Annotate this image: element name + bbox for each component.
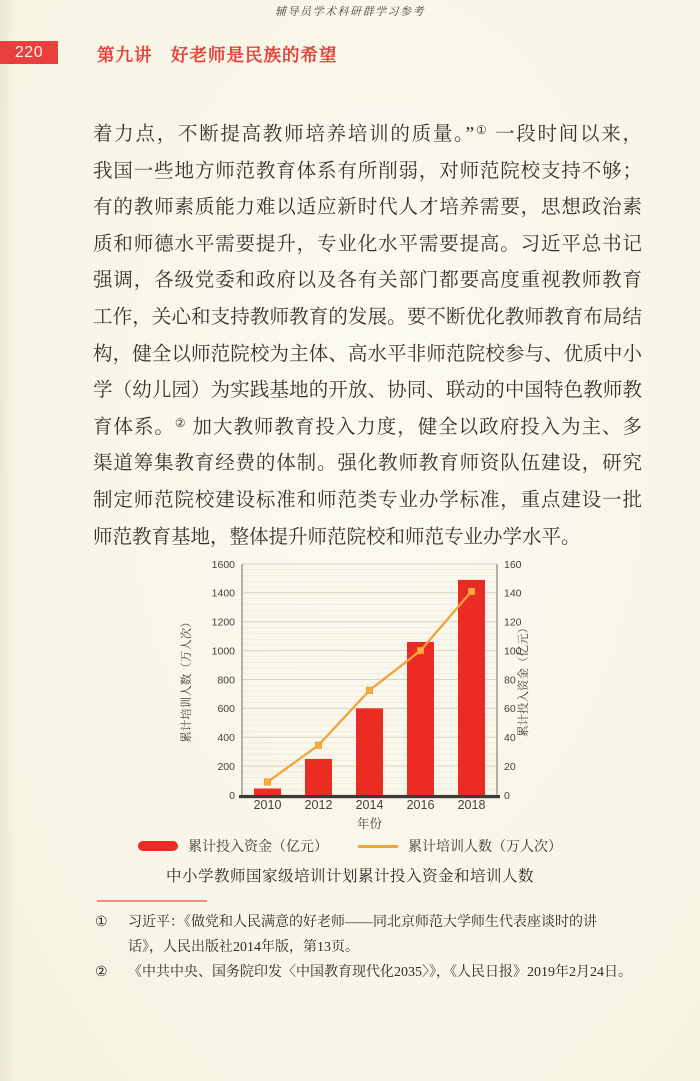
- legend-label: 累计培训人数（万人次）: [408, 838, 562, 854]
- legend-item: [138, 836, 328, 856]
- svg-text:600: 600: [217, 703, 235, 716]
- line-marker-2014: [366, 687, 372, 693]
- body-line: 质和师德水平需要提升，专业化水平需要提高。习近平总书记: [93, 233, 642, 255]
- x-tick-label: 2012: [304, 798, 333, 812]
- svg-text:80: 80: [504, 674, 516, 687]
- legend-label: 累计投入资金（亿元）: [188, 838, 328, 854]
- line-marker-2010: [264, 779, 270, 785]
- body-paragraph: [93, 117, 642, 556]
- body-line: 我国一些地方师范教育体系有所削弱，对师范院校支持不够；: [93, 160, 642, 182]
- svg-text:1600: 1600: [211, 558, 235, 571]
- footnote-line: 《中共中央、国务院印发〈中国教育现代化2035〉》，《人民日报》2019年2月24日。: [128, 965, 632, 980]
- body-line: 学（幼儿园）为实践基地的开放、协同、联动的中国特色教师教: [93, 380, 642, 402]
- line-marker-2018: [468, 588, 474, 594]
- legend-line-swatch: [358, 845, 398, 848]
- svg-text:1200: 1200: [211, 616, 235, 629]
- footnote-marker: ①: [95, 915, 108, 930]
- body-line: 育体系。② 加大教师教育投入力度，健全以政府投入为主、多: [93, 415, 642, 438]
- x-tick-label: 2010: [253, 798, 282, 812]
- svg-text:200: 200: [217, 760, 235, 773]
- body-line: 渠道筹集教育经费的体制。强化教师教育师资队伍建设，研究: [93, 453, 642, 475]
- svg-text:400: 400: [217, 732, 235, 745]
- chart: [165, 555, 550, 833]
- svg-text:140: 140: [504, 587, 522, 600]
- x-tick-label: 2014: [355, 798, 384, 812]
- page-number: 220: [14, 43, 44, 61]
- chart-svg: [165, 555, 550, 833]
- svg-text:1000: 1000: [211, 645, 235, 658]
- page-number-badge: [0, 41, 58, 64]
- right-axis-title: 累计投入资金（亿元）: [518, 622, 530, 737]
- watermark-text: 辅导员学术科研群学习参考: [275, 6, 425, 18]
- body-line: 师范教育基地，整体提升师范院校和师范专业办学水平。: [93, 526, 581, 548]
- svg-text:60: 60: [504, 703, 516, 716]
- left-axis-title: 累计培训人数（万人次）: [181, 616, 193, 743]
- svg-text:1400: 1400: [211, 587, 235, 600]
- svg-text:0: 0: [229, 789, 235, 802]
- footnote-divider: [97, 900, 207, 902]
- chart-caption: 中小学教师国家级培训计划累计投入资金和培训人数: [165, 868, 534, 885]
- body-line: 工作，关心和支持教师教育的发展。要不断优化教师教育布局结: [93, 306, 642, 328]
- footnote-line: 话》，人民出版社2014年版，第13页。: [128, 940, 359, 955]
- footnote-ref: ②: [174, 415, 187, 430]
- legend-bar-swatch: [138, 841, 178, 851]
- footnotes: [95, 910, 653, 985]
- line-marker-2016: [417, 647, 423, 653]
- footnote: [95, 960, 653, 985]
- x-axis-title: 年份: [356, 817, 383, 831]
- legend-item: [358, 836, 562, 856]
- svg-text:100: 100: [504, 645, 522, 658]
- svg-text:800: 800: [217, 674, 235, 687]
- svg-text:40: 40: [504, 732, 516, 745]
- body-line: 有的教师素质能力难以适应新时代人才培养需要，思想政治素: [93, 197, 642, 219]
- bar-2010: [254, 789, 281, 795]
- bar-2018: [458, 580, 485, 795]
- svg-text:120: 120: [504, 616, 522, 629]
- svg-text:0: 0: [504, 789, 510, 802]
- x-tick-label: 2018: [457, 798, 486, 812]
- body-line: 着力点，不断提高教师培养培训的质量。”① 一段时间以来，: [93, 123, 642, 145]
- footnote-ref: ①: [474, 123, 489, 137]
- body-line: 制定师范院校建设标准和师范类专业办学标准，重点建设一批: [93, 489, 642, 511]
- svg-text:20: 20: [504, 760, 516, 773]
- body-line: 构，健全以师范院校为主体、高水平非师范院校参与、优质中小: [93, 343, 642, 365]
- svg-text:160: 160: [504, 558, 522, 571]
- bar-2014: [356, 708, 383, 795]
- bar-2016: [407, 642, 434, 795]
- chapter-heading: 第九讲 好老师是民族的希望: [97, 45, 338, 65]
- chart-legend: [0, 836, 700, 856]
- line-marker-2012: [315, 742, 321, 748]
- x-tick-label: 2016: [406, 798, 435, 812]
- footnote-line: 习近平：《做党和人民满意的好老师——同北京师范大学师生代表座谈时的讲: [128, 915, 597, 930]
- footnote: [95, 910, 653, 960]
- footnote-marker: ②: [95, 965, 108, 980]
- body-line: 强调，各级党委和政府以及各有关部门都要高度重视教师教育: [93, 270, 642, 292]
- bar-2012: [305, 759, 332, 795]
